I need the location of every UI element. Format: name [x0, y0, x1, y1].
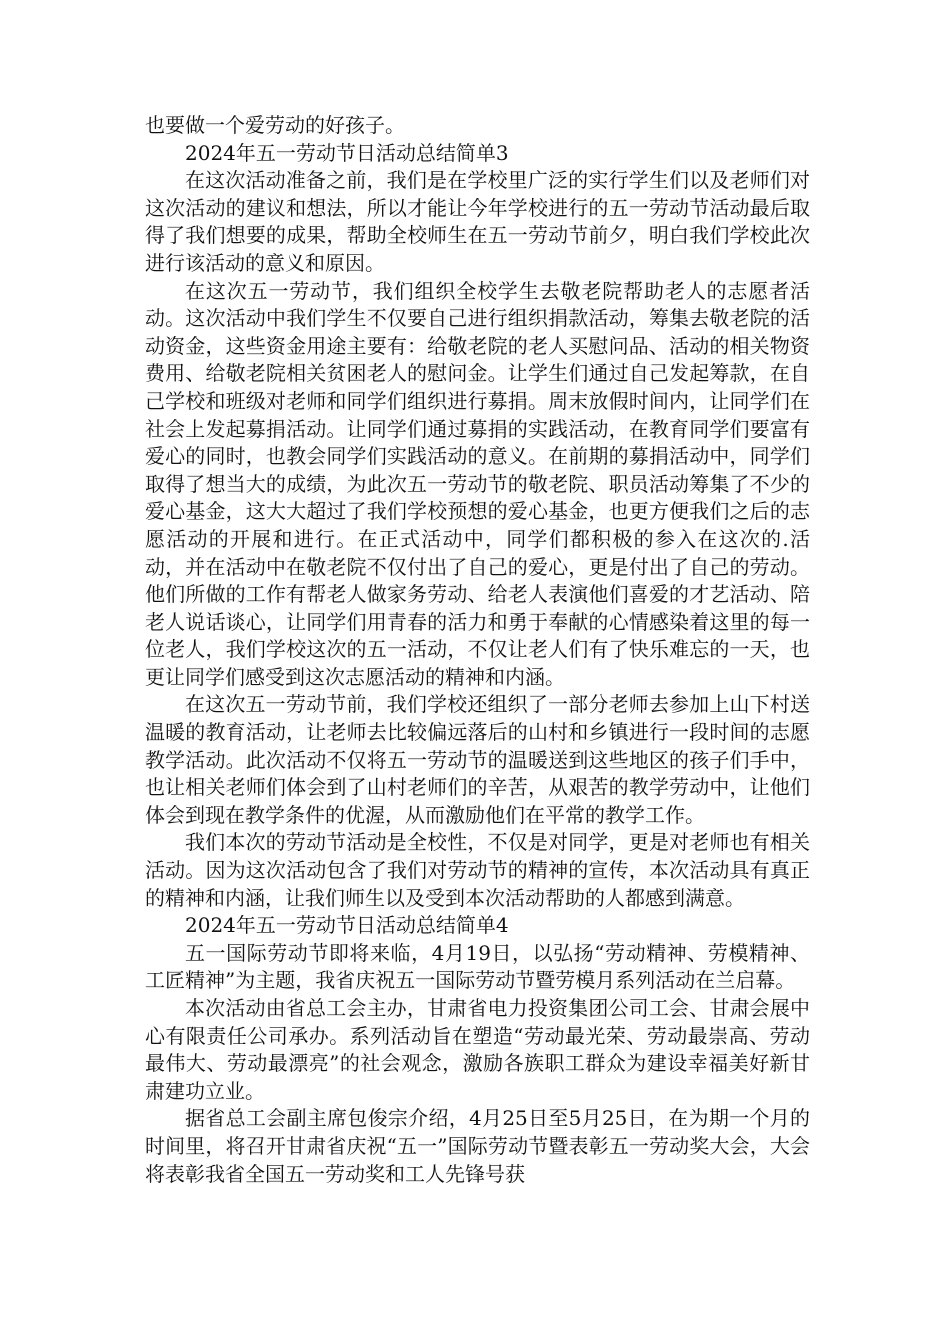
- section-heading-4: 2024年五一劳动节日活动总结简单4: [185, 913, 509, 938]
- body-paragraph: 据省总工会副主席包俊宗介绍，4月25日至5月25日，在为期一个月的时间里，将召开甘肃省庆祝“五一”国际劳动节暨表彰五一劳动奖大会，大会将表彰我省全国五一劳动奖和工人先锋号获: [145, 1106, 810, 1186]
- body-paragraph: 在这次活动准备之前，我们是在学校里广泛的实行学生们以及老师们对这次活动的建议和想法，所以才能让今年学校进行的五一劳动节活动最后取得了我们想要的成果，帮助全校师生在五一劳动节前夕，明白我们学校此次进行该活动的意义和原因。: [145, 168, 810, 275]
- paragraph-continuation: 也要做一个爱劳动的好孩子。: [145, 113, 405, 137]
- body-paragraph: 在这次五一劳动节，我们组织全校学生去敬老院帮助老人的志愿者活动。这次活动中我们学生不仅要自己进行组织捐款活动，筹集去敬老院的活动资金，这些资金用途主要有：给敬老院的老人买慰问品、活动的相关物资费用、给敬老院相关贫困老人的慰问金。让学生们通过自己发起筹款，在自己学校和班级对老师和同学们组织进行募捐。周末放假时间内，让同学们在社会上发起募捐活动。让同学们通过募捐的实践活动，在教育同学们要富有爱心的同时，也教会同学们实践活动的意义。在前期的募捐活动中，同学们取得了想当大的成绩，为此次五一劳动节的敬老院、职员活动筹集了不少的爱心基金，这大大超过了我们学校预想的爱心基金，也更方便我们之后的志愿活动的开展和进行。在正式活动中，同学们都积极的参入在这次的.活动，并在活动中在敬老院不仅付出了自己的爱心，更是付出了自己的劳动。他们所做的工作有帮老人做家务劳动、给老人表演他们喜爱的才艺活动、陪老人说话谈心，让同学们用青春的活力和勇于奉献的心情感染着这里的每一位老人，我们学校这次的五一活动，不仅让老人们有了快乐难忘的一天，也更让同学们感受到这次志愿活动的精神和内涵。: [145, 278, 810, 689]
- body-paragraph: 在这次五一劳动节前，我们学校还组织了一部分老师去参加上山下村送温暖的教育活动，让老师去比较偏远落后的山村和乡镇进行一段时间的志愿教学活动。此次活动不仅将五一劳动节的温暖送到这些地区的孩子们手中，也让相关老师们体会到了山村老师们的辛苦，从艰苦的教学劳动中，让他们体会到现在教学条件的优渥，从而激励他们在平常的教学工作。: [145, 692, 810, 827]
- body-paragraph: 五一国际劳动节即将来临，4月19日，以弘扬“劳动精神、劳模精神、工匠精神”为主题，我省庆祝五一国际劳动节暨劳模月系列活动在兰启幕。: [145, 940, 810, 993]
- document-page: [145, 112, 810, 1188]
- body-paragraph: 本次活动由省总工会主办，甘肃省电力投资集团公司工会、甘肃会展中心有限责任公司承办。系列活动旨在塑造“劳动最光荣、劳动最崇高、劳动最伟大、劳动最漂亮”的社会观念，激励各族职工群众为建设幸福美好新甘肃建功立业。: [145, 996, 810, 1103]
- section-heading-3: 2024年五一劳动节日活动总结简单3: [185, 140, 509, 165]
- body-paragraph: 我们本次的劳动节活动是全校性，不仅是对同学，更是对老师也有相关活动。因为这次活动包含了我们对劳动节的精神的宣传，本次活动具有真正的精神和内涵，让我们师生以及受到本次活动帮助的人都感到满意。: [145, 830, 810, 910]
